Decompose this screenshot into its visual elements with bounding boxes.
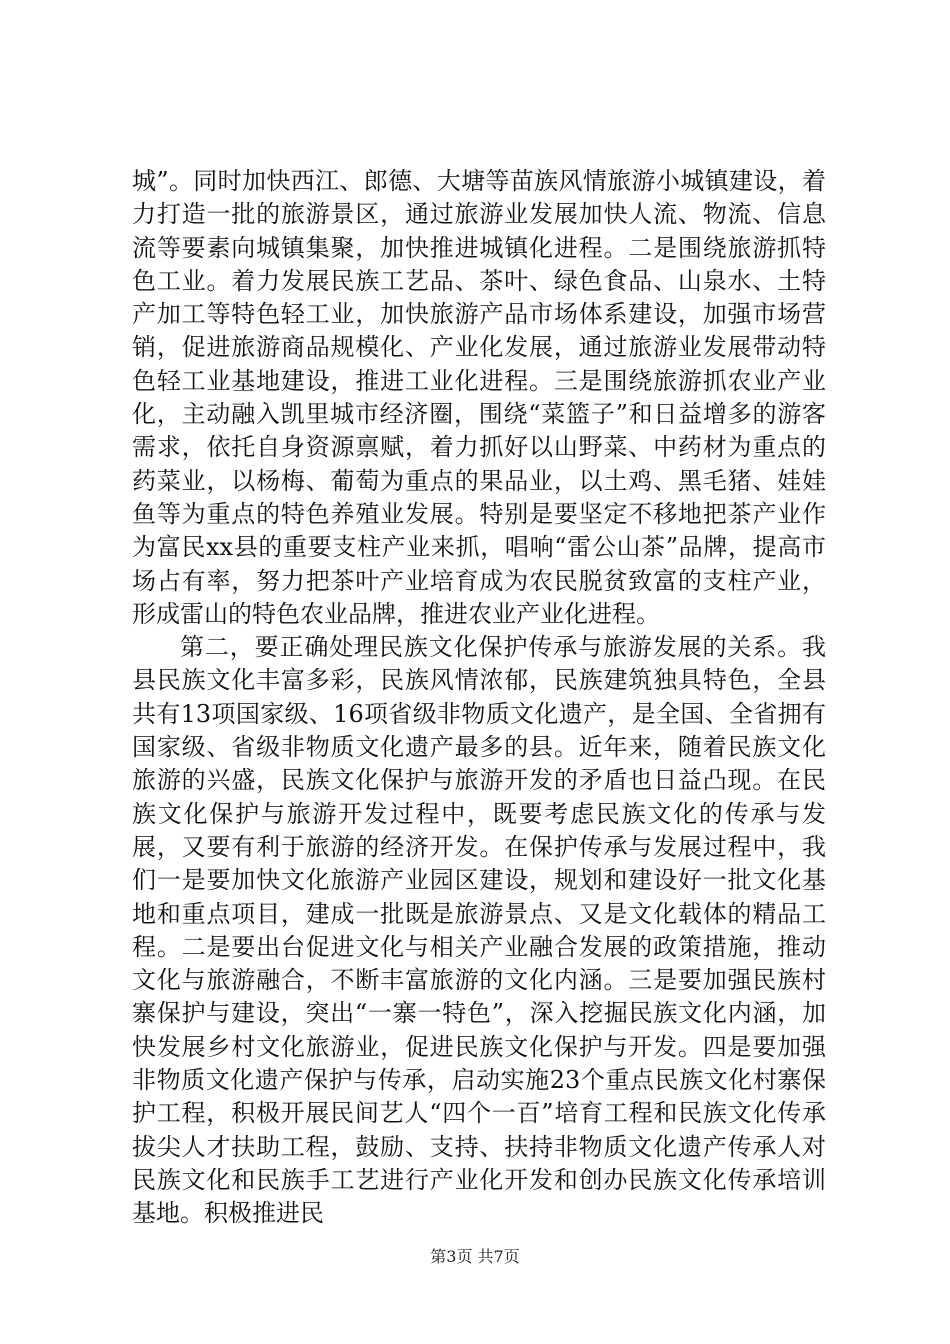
page-number-footer: 第3页 共7页 — [430, 1247, 520, 1266]
paragraph-2: 第二，要正确处理民族文化保护传承与旅游发展的关系。我县民族文化丰富多彩，民族风情浓郁，民族建筑独具特色，全县共有13项国家级、16项省级非物质文化遗产，是全国、全省拥有国家级、省级非物质文化遗产最多的县。近年来，随着民族文化旅游的兴盛，民族文化保护与旅游开发的矛盾也日益凸现。在民族文化保护与旅游开发过程中，既要考虑民族文化的传承与发展，又要有利于旅游的经济开发。在保护传承与发展过程中，我们一是要加快文化旅游产业园区建设，规划和建设好一批文化基地和重点项目，建成一批既是旅游景点、又是文化载体的精品工程。二是要出台促进文化与相关产业融合发展的政策措施，推动文化与旅游融合，不断丰富旅游的文化内涵。三是要加强民族村寨保护与建设，突出“一寨一特色”，深入挖掘民族文化内涵，加快发展乡村文化旅游业，促进民族文化保护与开发。四是要加强非物质文化遗产保护与传承，启动实施23个重点民族文化村寨保护工程，积极开展民间艺人“四个一百”培育工程和民族文化传承拔尖人才扶助工程，鼓励、支持、扶持非物质文化遗产传承人对民族文化和民族手工艺进行产业化开发和创办民族文化传承培训基地。积极推进民 — [132, 633, 826, 1228]
paragraph-1: 城”。同时加快西江、郎德、大塘等苗族风情旅游小城镇建设，着力打造一批的旅游景区，通过旅游业发展加快人流、物流、信息流等要素向城镇集聚，加快推进城镇化进程。二是围绕旅游抓特色工业。着力发展民族工艺品、茶叶、绿色食品、山泉水、土特产加工等特色轻工业，加快旅游产品市场体系建设，加强市场营销，促进旅游商品规模化、产业化发展，通过旅游业发展带动特色轻工业基地建设，推进工业化进程。三是围绕旅游抓农业产业化，主动融入凯里城市经济圈，围绕“菜篮子”和日益增多的游客需求，依托自身资源禀赋，着力抓好以山野菜、中药材为重点的药菜业，以杨梅、葡萄为重点的果品业，以土鸡、黑毛猪、娃娃鱼等为重点的特色养殖业发展。特别是要坚定不移地把茶产业作为富民xx县的重要支柱产业来抓，唱响“雷公山茶”品牌，提高市场占有率，努力把茶叶产业培育成为农民脱贫致富的支柱产业，形成雷山的特色农业品牌，推进农业产业化进程。 — [132, 167, 826, 628]
document-body — [132, 165, 826, 1231]
